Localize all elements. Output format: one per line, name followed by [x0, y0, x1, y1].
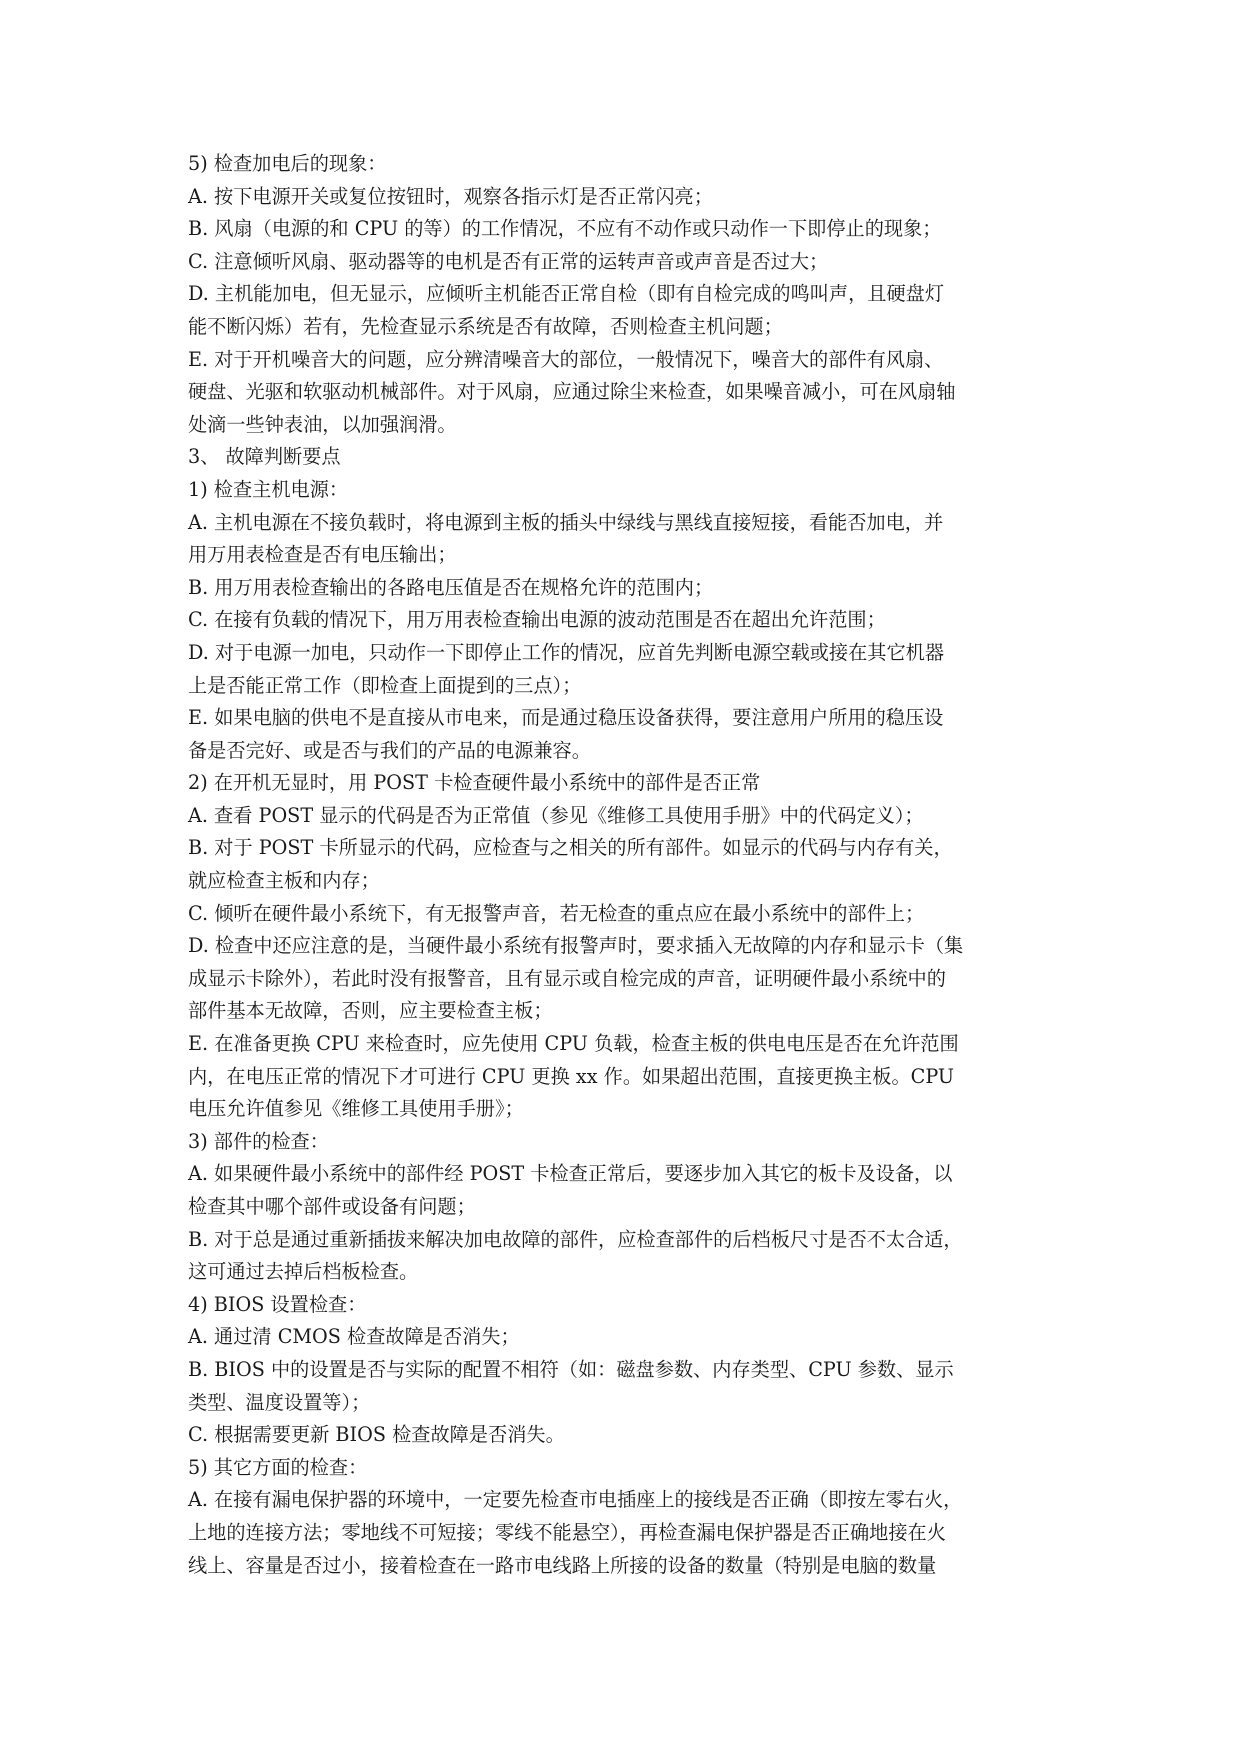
text-line: C. 倾听在硬件最小系统下，有无报警声音，若无检查的重点应在最小系统中的部件上； [188, 901, 925, 925]
text-line: A. 如果硬件最小系统中的部件经 POST 卡检查正常后，要逐步加入其它的板卡及设备，以 [188, 1162, 953, 1186]
text-line: C. 注意倾听风扇、驱动器等的电机是否有正常的运转声音或声音是否过大； [188, 249, 829, 273]
subsection-heading: 4) BIOS 设置检查： [188, 1292, 367, 1316]
text-line: 成显示卡除外），若此时没有报警音，且有显示或自检完成的声音，证明硬件最小系统中的 [188, 966, 946, 990]
text-line: D. 检查中还应注意的是，当硬件最小系统有报警声时，要求插入无故障的内存和显示卡（集 [188, 934, 964, 958]
text-line: 就应检查主板和内存； [188, 869, 380, 893]
text-line: A. 在接有漏电保护器的环境中，一定要先检查市电插座上的接线是否正确（即按左零右火， [188, 1488, 963, 1512]
text-line: 硬盘、光驱和软驱动机械部件。对于风扇，应通过除尘来检查，如果噪音减小，可在风扇轴 [188, 380, 956, 404]
text-line: 用万用表检查是否有电压输出； [188, 543, 457, 567]
text-line: 处滴一些钟表油，以加强润滑。 [188, 412, 457, 436]
text-line: 线上、容量是否过小，接着检查在一路市电线路上所接的设备的数量（特别是电脑的数量 [188, 1553, 937, 1577]
text-line: B. 对于总是通过重新插拔来解决加电故障的部件，应检查部件的后档板尺寸是否不太合适， [188, 1227, 963, 1251]
text-line: B. 风扇（电源的和 CPU 的等）的工作情况，不应有不动作或只动作一下即停止的现象； [188, 217, 942, 241]
text-line: 5) 检查加电后的现象： [188, 152, 387, 175]
text-line: E. 在准备更换 CPU 来检查时，应先使用 CPU 负载，检查主板的供电电压是否在允许范围 [188, 1032, 959, 1056]
text-line: D. 主机能加电，但无显示，应倾听主机能否正常自检（即有自检完成的鸣叫声，且硬盘灯 [188, 282, 945, 306]
text-line: C. 根据需要更新 BIOS 检查故障是否消失。 [188, 1423, 565, 1447]
text-line: E. 对于开机噪音大的问题，应分辨清噪音大的部位，一般情况下，噪音大的部件有风扇、 [188, 347, 944, 371]
document-body [188, 148, 1060, 1582]
text-line: 内，在电压正常的情况下才可进行 CPU 更换 xx 作。如果超出范围，直接更换主板。CPU [188, 1064, 955, 1088]
text-line: 能不断闪烁）若有，先检查显示系统是否有故障，否则检查主机问题； [188, 314, 783, 338]
text-line: B. 对于 POST 卡所显示的代码，应检查与之相关的所有部件。如显示的代码与内存有关， [188, 836, 953, 860]
text-line: D. 对于电源一加电，只动作一下即停止工作的情况，应首先判断电源空载或接在其它机器 [188, 640, 945, 664]
text-line: 电压允许值参见《维修工具使用手册》； [188, 1097, 524, 1121]
text-line: B. 用万用表检查输出的各路电压值是否在规格允许的范围内； [188, 575, 714, 599]
text-line: A. 按下电源开关或复位按钮时，观察各指示灯是否正常闪亮； [188, 184, 713, 208]
text-line: A. 主机电源在不接负载时，将电源到主板的插头中绿线与黑线直接短接，看能否加电，并 [188, 510, 944, 534]
text-line: 这可通过去掉后档板检查。 [188, 1260, 419, 1284]
text-line: 上是否能正常工作（即检查上面提到的三点）； [188, 673, 582, 697]
text-line: A. 查看 POST 显示的代码是否为正常值（参见《维修工具使用手册》中的代码定义）； [188, 803, 924, 827]
text-line: E. 如果电脑的供电不是直接从市电来，而是通过稳压设备获得，要注意用户所用的稳压设 [188, 706, 944, 730]
text-line: C. 在接有负载的情况下，用万用表检查输出电源的波动范围是否在超出允许范围； [188, 608, 886, 632]
text-line: 部件基本无故障，否则，应主要检查主板； [188, 999, 553, 1023]
subsection-heading: 1) 检查主机电源： [188, 477, 349, 501]
text-line: 类型、温度设置等）； [188, 1390, 371, 1414]
text-line: A. 通过清 CMOS 检查故障是否消失； [188, 1325, 520, 1349]
subsection-heading: 5) 其它方面的检查： [188, 1455, 368, 1479]
text-line: 上地的连接方法；零地线不可短接；零线不能悬空），再检查漏电保护器是否正确地接在火 [188, 1520, 946, 1544]
subsection-heading: 3) 部件的检查： [188, 1129, 329, 1153]
text-line: 检查其中哪个部件或设备有问题； [188, 1195, 476, 1218]
section-heading: 3、 故障判断要点 [188, 445, 341, 469]
text-line: B. BIOS 中的设置是否与实际的配置不相符（如：磁盘参数、内存类型、CPU 参数、显示 [188, 1357, 954, 1381]
text-line: 备是否完好、或是否与我们的产品的电源兼容。 [188, 738, 591, 762]
subsection-heading: 2) 在开机无显时，用 POST 卡检查硬件最小系统中的部件是否正常 [188, 771, 761, 795]
